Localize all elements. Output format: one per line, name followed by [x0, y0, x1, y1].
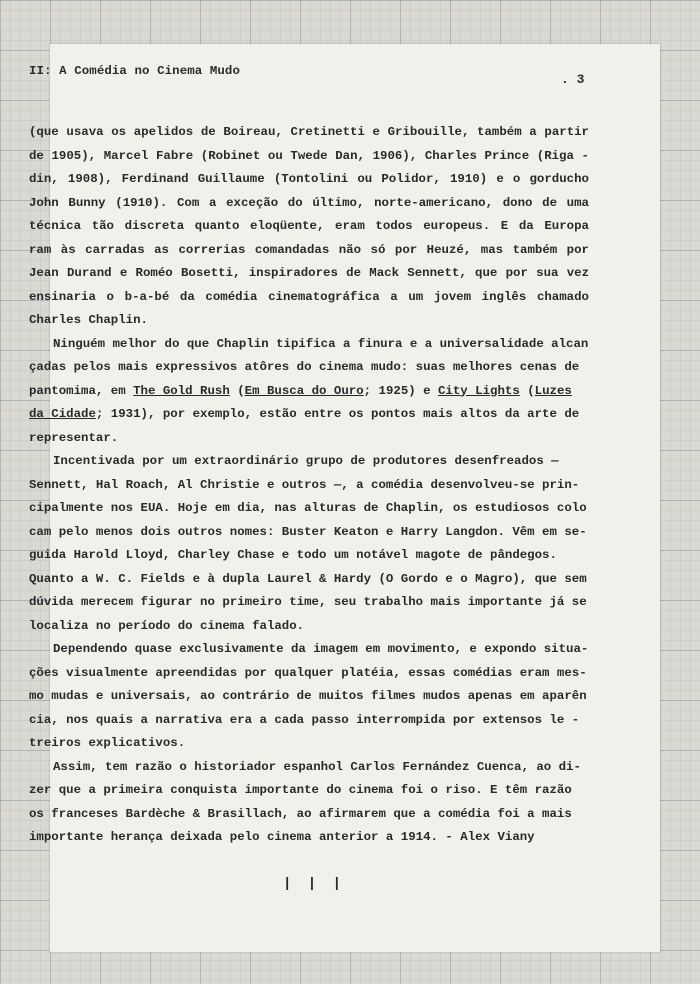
film-title-city-lights: City Lights	[438, 383, 520, 398]
text-line: çadas pelos mais expressivos atôres do cinema mudo: suas melhores cenas de	[29, 360, 580, 374]
footer-marks: | | |	[283, 876, 342, 892]
text-line: Ninguém melhor do que Chaplin tipifica a finura e a universalidade alcan	[53, 336, 589, 351]
text-span: (	[229, 383, 245, 398]
text-line: Quanto a W. C. Fields e à dupla Laurel & Hardy (O Gordo e o Magro), que sem	[29, 571, 587, 586]
text-line: zer que a primeira conquista importante do cinema foi o riso. E têm razão	[29, 783, 572, 797]
text-line: mo mudas e universais, ao contrário de muitos filmes mudos apenas em aparên	[29, 689, 587, 703]
text-line: localiza no período do cinema falado.	[29, 618, 305, 633]
text-line: dúvida merecem figurar no primeiro time, seu trabalho mais importante já se	[29, 595, 587, 609]
chapter-header: II: A Comédia no Cinema Mudo	[29, 64, 240, 78]
text-line: importante herança deixada pelo cinema anterior a 1914. - Alex Viany	[29, 830, 535, 844]
text-line: representar.	[29, 430, 119, 445]
body-text	[29, 121, 589, 850]
film-title-gold-rush: The Gold Rush	[133, 383, 230, 398]
text-line: cam pelo menos dois outros nomes: Buster Keaton e Harry Langdon. Vêm em se-	[29, 524, 587, 539]
text-line: os franceses Bardèche & Brasillach, ao afirmarem que a comédia foi a mais	[29, 806, 572, 821]
text-line: Sennett, Hal Roach, Al Christie e outros —, a comédia desenvolveu-se prin-	[29, 477, 580, 492]
text-line: guida Harold Lloyd, Charley Chase e todo um notável magote de pândegos.	[29, 548, 557, 562]
text-span: (	[519, 383, 535, 398]
text-line: de 1905), Marcel Fabre (Robinet ou Twede Dan, 1906), Charles Prince (Riga -	[29, 148, 589, 163]
text-line: din, 1908), Ferdinand Guillaume (Tontolini ou Polidor, 1910) e o gorducho	[29, 172, 589, 186]
text-line: Incentivada por um extraordinário grupo de produtores desenfreados —	[53, 454, 559, 468]
text-span: ; 1925) e	[363, 383, 438, 398]
text-line: cia, nos quais a narrativa era a cada passo interrompida por extensos le -	[29, 712, 580, 727]
text-line: cipalmente nos EUA. Hoje em dia, nas alturas de Chaplin, os estudiosos colo	[29, 501, 587, 515]
text-line: ensinaria o b-a-bé da comédia cinematográfica a um jovem inglês chamado	[29, 289, 589, 304]
film-title-gold-rush-pt: Em Busca do Ouro	[244, 383, 364, 398]
text-line: Assim, tem razão o historiador espanhol Carlos Fernández Cuenca, ao di-	[53, 759, 581, 774]
text-span: pantomima, em	[29, 383, 134, 398]
page-number: . 3	[561, 72, 585, 87]
text-line: Charles Chaplin.	[29, 313, 148, 327]
text-line: (que usava os apelidos de Boireau, Cretinetti e Gribouille, também a partir	[29, 125, 589, 139]
text-line	[29, 380, 589, 404]
film-title-city-lights-pt: Luzes	[534, 383, 572, 398]
text-line: Dependendo quase exclusivamente da imagem em movimento, e expondo situa-	[53, 642, 589, 656]
text-line: treiros explicativos.	[29, 736, 186, 750]
text-line: ções visualmente apreendidas por qualquer platéia, essas comédias eram mes-	[29, 665, 587, 680]
text-line	[29, 403, 589, 427]
text-line: técnica tão discreta quanto eloqüente, eram todos europeus. E da Europa	[29, 219, 589, 233]
text-line: John Bunny (1910). Com a exceção do último, norte-americano, dono de uma	[29, 195, 589, 210]
text-line: ram às carradas as correrias comandadas não só por Heuzé, mas também por	[29, 242, 589, 257]
text-span: ; 1931), por exemplo, estão entre os pontos mais altos da arte de	[95, 407, 580, 421]
text-line: Jean Durand e Roméo Bosetti, inspiradores de Mack Sennett, que por sua vez	[29, 266, 589, 280]
film-title-city-lights-pt: da Cidade	[29, 407, 96, 421]
